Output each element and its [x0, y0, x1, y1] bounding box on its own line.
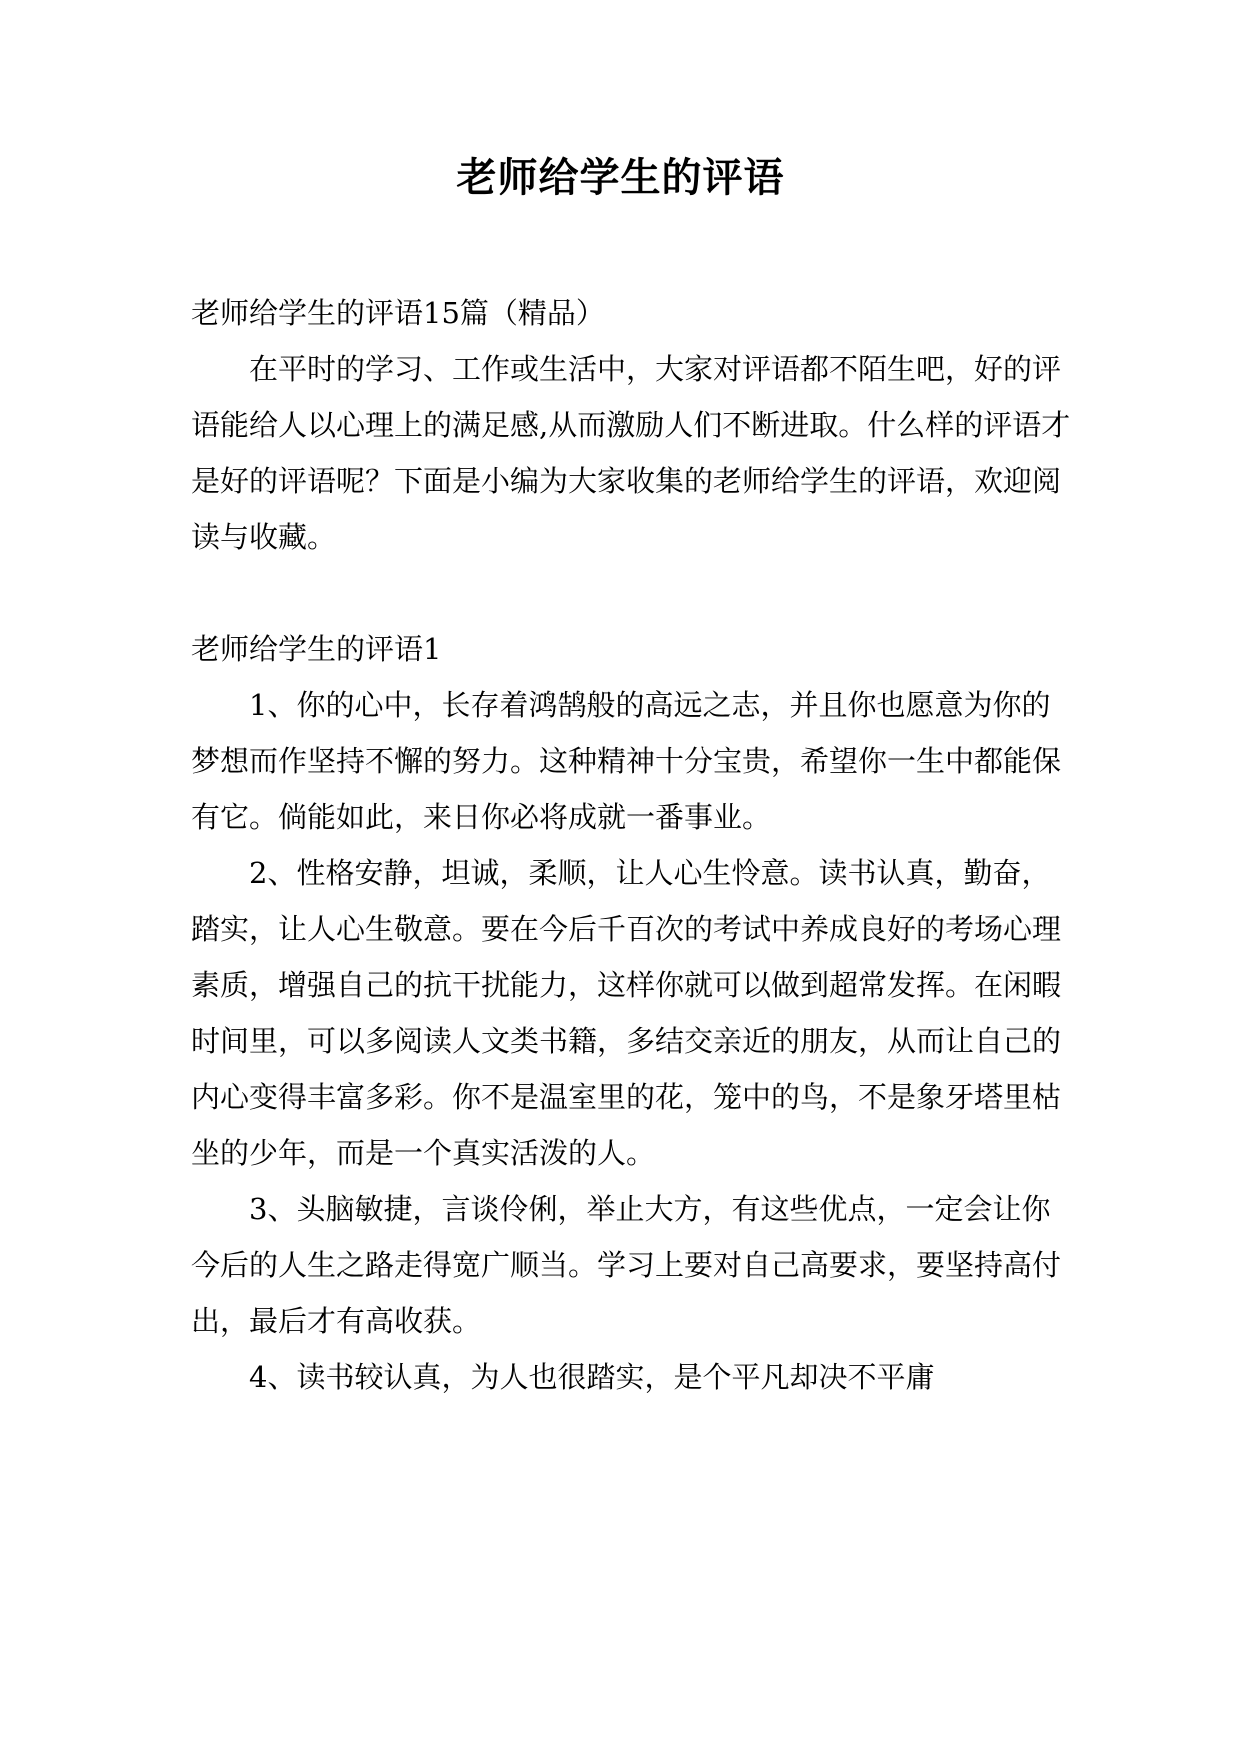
section-heading: 老师给学生的评语1: [191, 632, 442, 666]
comment-paragraph-4: 4、读书较认真，为人也很踏实，是个平凡却决不平庸: [249, 1360, 935, 1394]
document-subtitle: 老师给学生的评语15篇（精品）: [191, 296, 605, 330]
comment-paragraph-1: 1、你的心中，长存着鸿鹄般的高远之志，并且你也愿意为你的梦想而作坚持不懈的努力。这种精神十分宝贵，希望你一生中都能保有它。倘能如此，来日你必将成就一番事业。: [191, 688, 1062, 834]
comment-paragraph-2: 2、性格安静，坦诚，柔顺，让人心生怜意。读书认真，勤奋，踏实，让人心生敬意。要在今后千百次的考试中养成良好的考场心理素质，增强自己的抗干扰能力，这样你就可以做到超常发挥。在闲暇时间里，可以多阅读人文类书籍，多结交亲近的朋友，从而让自己的内心变得丰富多彩。你不是温室里的花，笼中的鸟，不是象牙塔里枯坐的少年，而是一个真实活泼的人。: [191, 856, 1062, 1170]
intro-paragraph: 在平时的学习、工作或生活中，大家对评语都不陌生吧，好的评语能给人以心理上的满足感,从而激励人们不断进取。什么样的评语才是好的评语呢？下面是小编为大家收集的老师给学生的评语，欢迎阅读与收藏。: [191, 352, 1071, 554]
comment-paragraph-3: 3、头脑敏捷，言谈伶俐，举止大方，有这些优点，一定会让你今后的人生之路走得宽广顺当。学习上要对自己高要求，要坚持高付出，最后才有高收获。: [191, 1192, 1062, 1338]
document-title: 老师给学生的评语: [456, 155, 785, 201]
section-spacer: [191, 565, 1071, 621]
document-body: [191, 285, 1071, 1405]
